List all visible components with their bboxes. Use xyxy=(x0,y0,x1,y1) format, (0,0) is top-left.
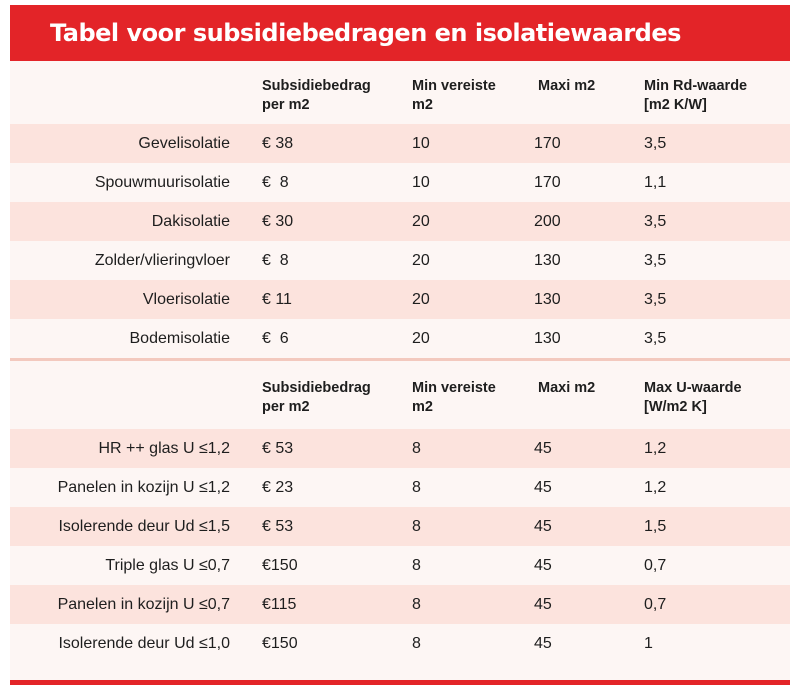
row-max: 45 xyxy=(534,478,552,496)
row-subsidy: € 23 xyxy=(262,478,294,496)
table-row xyxy=(10,468,790,507)
row-subsidy: € 30 xyxy=(262,212,294,230)
header-min: Min vereiste m2 xyxy=(412,380,496,415)
section-divider xyxy=(10,358,790,361)
row-min: 10 xyxy=(412,134,430,152)
row-subsidy: € 6 xyxy=(262,329,289,347)
row-subsidy: €115 xyxy=(262,595,297,613)
row-value: 3,5 xyxy=(644,329,667,347)
row-name: Isolerende deur Ud ≤1,5 xyxy=(58,517,230,535)
section2-rows xyxy=(10,429,790,680)
row-subsidy: € 38 xyxy=(262,134,294,152)
row-subsidy: €150 xyxy=(262,556,298,574)
row-max: 130 xyxy=(534,329,561,347)
row-name: Zolder/vlieringvloer xyxy=(94,251,230,269)
table-row xyxy=(10,163,790,202)
table-row xyxy=(10,241,790,280)
table-row xyxy=(10,124,790,163)
row-min: 8 xyxy=(412,595,421,613)
row-max: 200 xyxy=(534,212,561,230)
row-subsidy: € 8 xyxy=(262,251,289,269)
row-value: 3,5 xyxy=(644,134,667,152)
bottom-rule xyxy=(10,680,790,685)
header-min: Min vereiste m2 xyxy=(412,78,496,113)
header-min-rd: Min Rd-waarde [m2 K/W] xyxy=(644,78,748,113)
row-min: 8 xyxy=(412,439,421,457)
row-max: 130 xyxy=(534,290,561,308)
row-name: Triple glas U ≤0,7 xyxy=(105,556,230,574)
table-row xyxy=(10,507,790,546)
row-name: Dakisolatie xyxy=(151,212,230,230)
row-subsidy: € 53 xyxy=(262,439,294,457)
table-row xyxy=(10,202,790,241)
row-min: 20 xyxy=(412,251,430,269)
header-subsidy: Subsidiebedrag per m2 xyxy=(262,78,371,113)
table-row xyxy=(10,624,790,680)
row-min: 8 xyxy=(412,634,421,652)
row-name: Isolerende deur Ud ≤1,0 xyxy=(58,634,230,652)
table-row xyxy=(10,546,790,585)
header-max-u: Max U-waarde [W/m2 K] xyxy=(644,380,742,415)
row-name: Vloerisolatie xyxy=(142,290,230,308)
row-min: 20 xyxy=(412,329,430,347)
row-max: 45 xyxy=(534,595,552,613)
row-name: Panelen in kozijn U ≤0,7 xyxy=(57,595,230,613)
row-name: Gevelisolatie xyxy=(138,134,230,152)
row-value: 1 xyxy=(644,634,653,652)
table-row xyxy=(10,429,790,468)
row-max: 45 xyxy=(534,517,552,535)
row-name: Panelen in kozijn U ≤1,2 xyxy=(57,478,230,496)
row-subsidy: € 53 xyxy=(262,517,294,535)
row-name: Spouwmuurisolatie xyxy=(94,173,230,191)
table-row xyxy=(10,585,790,624)
row-value: 0,7 xyxy=(644,595,667,613)
row-min: 8 xyxy=(412,478,421,496)
row-max: 170 xyxy=(534,134,561,152)
header-subsidy: Subsidiebedrag per m2 xyxy=(262,380,371,415)
row-min: 8 xyxy=(412,556,421,574)
page-title: Tabel voor subsidiebedragen en isolatiewaardes xyxy=(10,5,790,61)
row-min: 20 xyxy=(412,290,430,308)
subsidy-table-card xyxy=(10,5,790,683)
row-value: 1,5 xyxy=(644,517,667,535)
row-value: 3,5 xyxy=(644,290,667,308)
row-max: 45 xyxy=(534,439,552,457)
row-value: 1,2 xyxy=(644,478,667,496)
row-min: 8 xyxy=(412,517,421,535)
section1-rows xyxy=(10,124,790,358)
row-value: 1,2 xyxy=(644,439,667,457)
section2-header xyxy=(10,363,790,429)
row-min: 20 xyxy=(412,212,430,230)
section1-header xyxy=(10,61,790,124)
row-value: 1,1 xyxy=(644,173,667,191)
row-subsidy: € 8 xyxy=(262,173,289,191)
table-row xyxy=(10,280,790,319)
row-value: 3,5 xyxy=(644,212,667,230)
row-max: 170 xyxy=(534,173,561,191)
row-max: 45 xyxy=(534,556,552,574)
row-subsidy: €150 xyxy=(262,634,298,652)
row-value: 3,5 xyxy=(644,251,667,269)
row-min: 10 xyxy=(412,173,430,191)
row-subsidy: € 11 xyxy=(262,290,292,308)
header-max: Maxi m2 xyxy=(538,78,596,94)
row-value: 0,7 xyxy=(644,556,667,574)
row-max: 130 xyxy=(534,251,561,269)
row-name: Bodemisolatie xyxy=(129,329,230,347)
row-name: HR ++ glas U ≤1,2 xyxy=(98,439,230,457)
table-row xyxy=(10,319,790,358)
row-max: 45 xyxy=(534,634,552,652)
header-max: Maxi m2 xyxy=(538,380,596,396)
